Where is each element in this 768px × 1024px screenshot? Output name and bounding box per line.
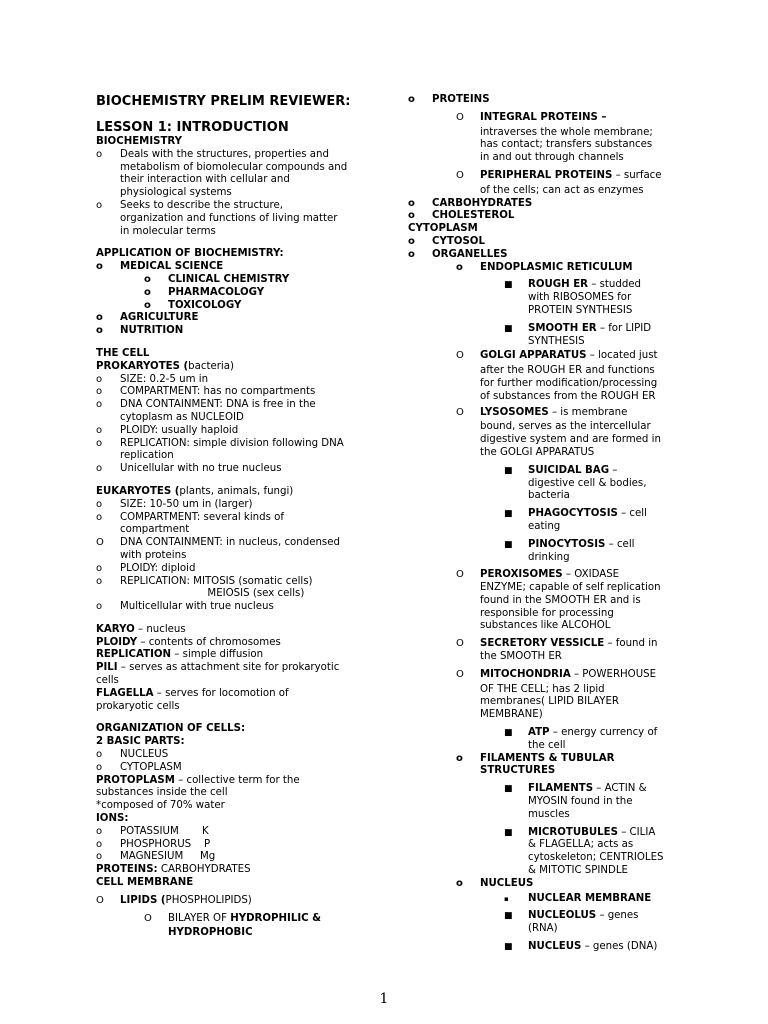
list-item: o CARBOHYDRATES: [408, 197, 533, 209]
bullet-icon: o: [456, 752, 463, 764]
bullet-icon: o: [96, 261, 103, 273]
list-item: o PHARMACOLOGY: [144, 286, 265, 298]
bullet-icon: o: [408, 248, 415, 260]
list-item: o COMPARTMENT: several kinds of compartment: [96, 511, 284, 536]
list-item: O GOLGI APPARATUS – located just after the ROUGH ER and functions for further modification/processing of substances from the ROUGH ER: [456, 350, 658, 402]
bullet-icon: o: [96, 399, 103, 411]
document-title: BIOCHEMISTRY PRELIM REVIEWER:: [96, 94, 351, 109]
bullet-icon: o: [96, 511, 103, 523]
list-item: O DNA CONTAINMENT: in nucleus, condensed with proteins: [96, 537, 340, 561]
definition: KARYO – nucleus: [96, 623, 186, 635]
list-item: ■ FILAMENTS – ACTIN & MYOSIN found in the muscles: [504, 783, 647, 820]
cytoplasm-heading: CYTOPLASM: [408, 223, 478, 235]
bullet-icon: O: [456, 406, 464, 418]
list-item: O LIPIDS (PHOSPHOLIPIDS): [96, 894, 252, 906]
definition: PILI – serves as attachment site for prokaryotic: [96, 662, 340, 674]
list-item: O PERIPHERAL PROTEINS – surface of the cells; can act as enzymes: [456, 169, 662, 196]
biochemistry-heading: BIOCHEMISTRY: [96, 136, 183, 147]
bullet-icon: o: [408, 235, 415, 247]
list-item: ■ PHAGOCYTOSIS – cell eating: [504, 508, 647, 532]
list-item: o ORGANELLES: [408, 248, 508, 260]
definition: PROTOPLASM – collective term for the: [96, 774, 300, 786]
list-item: ■ ATP – energy currency of the cell: [504, 727, 658, 751]
right-column: [408, 94, 678, 954]
bullet-icon: O: [144, 912, 152, 924]
bullet-icon: O: [456, 569, 464, 581]
list-item: o Unicellular with no true nucleus: [96, 463, 282, 475]
bullet-icon: o: [144, 273, 151, 285]
square-bullet-icon: ■: [504, 280, 513, 291]
list-item: ■ NUCLEUS – genes (DNA): [504, 941, 658, 953]
bullet-icon: o: [96, 749, 103, 761]
bullet-icon: o: [96, 148, 103, 160]
bullet-icon: o: [96, 325, 103, 337]
list-item: O PEROXISOMES – OXIDASE ENZYME; capable of self replication found in the SMOOTH ER and is responsible for processing substances like ALCOHOL: [456, 569, 661, 632]
bullet-icon: o: [144, 299, 151, 311]
square-bullet-icon: ■: [504, 911, 513, 922]
list-item: O MITOCHONDRIA – POWERHOUSE OF THE CELL; has 2 lipid membranes( LIPID BILAYER MEMBRANE): [456, 668, 657, 721]
bullet-icon: o: [96, 575, 103, 587]
definition: PROTEINS: CARBOHYDRATES: [96, 864, 251, 876]
square-bullet-icon: ■: [504, 465, 513, 476]
bullet-icon: o: [96, 562, 103, 574]
definition: PLOIDY – contents of chromosomes: [96, 636, 281, 648]
list-item: o CHOLESTEROL: [408, 210, 515, 222]
list-item: o PLOIDY: usually haploid: [96, 424, 239, 436]
list-item: ■ SUICIDAL BAG – digestive cell & bodies, bacteria: [504, 464, 647, 502]
list-item: o FILAMENTS & TUBULAR STRUCTURES: [456, 752, 615, 777]
list-item: o PROTEINS: [408, 94, 490, 105]
list-item: O SECRETORY VESSICLE – found in the SMOOTH ER: [456, 638, 658, 663]
bullet-icon: O: [456, 350, 464, 362]
definition: FLAGELLA – serves for locomotion of: [96, 687, 289, 699]
list-item: o CYTOSOL: [408, 235, 485, 247]
bullet-icon: o: [96, 437, 103, 449]
list-item: o Deals with the structures, properties and metabolism of biomolecular compounds and their interaction with cellular and physiological systems: [96, 148, 348, 199]
list-item: o MEDICAL SCIENCE: [96, 261, 224, 273]
bullet-icon: o: [96, 386, 103, 398]
bullet-icon: O: [456, 169, 464, 181]
bullet-icon: O: [456, 668, 464, 680]
list-item: o NUCLEUS: [96, 749, 169, 761]
list-item: o AGRICULTURE: [96, 312, 199, 324]
bullet-icon: o: [96, 312, 103, 324]
bullet-icon: o: [96, 601, 103, 613]
list-item: o SIZE: 0.2-5 um in: [96, 373, 209, 385]
bullet-icon: O: [96, 894, 104, 906]
bullet-icon: o: [96, 424, 103, 436]
definition: REPLICATION – simple diffusion: [96, 649, 264, 661]
list-item: O INTEGRAL PROTEINS – intraverses the whole membrane; has contact; transfers substances in and out through channels: [456, 111, 653, 164]
bullet-icon: o: [96, 463, 103, 475]
list-item: o CYTOPLASM: [96, 761, 182, 773]
list-item: o ENDOPLASMIC RETICULUM: [456, 261, 633, 273]
list-item: o NUTRITION: [96, 325, 184, 337]
square-bullet-icon: ■: [504, 942, 513, 953]
basic-parts-heading: 2 BASIC PARTS:: [96, 736, 185, 748]
cell-membrane-heading: CELL MEMBRANE: [96, 877, 194, 889]
bullet-icon: O: [96, 537, 104, 549]
list-item: o REPLICATION: MITOSIS (somatic cells) MEIOSIS (sex cells): [96, 575, 313, 600]
organization-heading: ORGANIZATION OF CELLS:: [96, 723, 246, 735]
square-bullet-icon: ■: [504, 728, 513, 739]
square-bullet-icon: ■: [504, 539, 513, 550]
list-item: o TOXICOLOGY: [144, 299, 242, 311]
eukaryotes-heading: EUKARYOTES (plants, animals, fungi): [96, 485, 294, 497]
cell-heading: THE CELL: [96, 347, 150, 359]
bullet-icon: o: [96, 498, 103, 510]
application-heading: APPLICATION OF BIOCHEMISTRY:: [96, 248, 284, 260]
lesson-title: LESSON 1: INTRODUCTION: [96, 120, 289, 135]
square-bullet-icon: ■: [504, 784, 513, 795]
square-bullet-icon: ■: [504, 827, 513, 838]
list-item: o DNA CONTAINMENT: DNA is free in the cytoplasm as NUCLEOID: [96, 399, 316, 423]
list-item: ■ ROUGH ER – studded with RIBOSOMES for PROTEIN SYNTHESIS: [504, 279, 642, 316]
bullet-icon: o: [96, 761, 103, 773]
list-item: ■ SMOOTH ER – for LIPID SYNTHESIS: [504, 322, 652, 347]
list-item: o PHOSPHORUS P: [96, 838, 211, 850]
page-number: 1: [379, 991, 389, 1007]
bullet-icon: o: [456, 877, 463, 889]
bullet-icon: o: [96, 851, 103, 863]
list-item: ▪ NUCLEAR MEMBRANE: [504, 892, 652, 904]
list-item: o NUCLEUS: [456, 877, 534, 889]
bullet-icon: o: [408, 210, 415, 222]
water-note: *composed of 70% water: [96, 800, 225, 812]
list-item: ■ NUCLEOLUS – genes (RNA): [504, 910, 639, 935]
list-item: o PLOIDY: diploid: [96, 562, 196, 574]
bullet-icon: o: [456, 261, 463, 273]
list-item: o POTASSIUM K: [96, 825, 209, 837]
list-item: o SIZE: 10-50 um in (larger): [96, 498, 253, 510]
bullet-icon: o: [96, 199, 103, 211]
square-bullet-icon: ■: [504, 323, 513, 334]
list-item: o Seeks to describe the structure, organization and functions of living matter in molecular terms: [96, 199, 338, 237]
bullet-icon: o: [144, 286, 151, 298]
list-item: o REPLICATION: simple division following DNA replication: [96, 437, 344, 462]
prokaryotes-heading: PROKARYOTES (bacteria): [96, 360, 234, 372]
small-square-bullet-icon: ▪: [504, 894, 509, 903]
list-item: O LYSOSOMES – is membrane bound, serves as the intercellular digestive system and are formed in the GOLGI APPARATUS: [456, 406, 661, 458]
list-item: ■ PINOCYTOSIS – cell drinking: [504, 538, 635, 563]
list-item: o MAGNESIUM Mg: [96, 851, 216, 863]
left-column: BIOCHEMISTRY PRELIM REVIEWER: LESSON 1: INTRODUCTION BIOCHEMISTRY o Deals with the structures, properties and metabolism of biomolecular compounds and their interaction with cellular and physiological systems o Seeks to describe the structure, organization and functions of living matter in molecular terms APPLICATION OF BIOCHEMISTRY: o MEDICAL SCIENCE o CLINICAL CHEMISTRY o PHARMACOLOGY o TOXICOLOGY o AGRICULTURE o NUTRITION THE CELL PROKARYOTES (bacteria) o SIZE: 0.2-5 um in o COMPARTMENT: has no compartments o DNA CONTAINMENT: DNA is free in the cytoplasm as NUCLEOID o PLOIDY: usually haploid o REPLICATION: simple division following DNA replication o Unicellular with no true nucleus EUKARYOTES (plants, animals, fungi) o SIZE: 10-50 um in (larger) o COMPARTMENT: several kinds of compartment O DNA CONTAINMENT: in nucleus, condensed with proteins o PLOIDY: diploid o REPLICATION: MITOSIS (somatic cells) MEIOSIS (sex cells) o Multicellular with true nucleus KARYO – nucleus PLOIDY – contents of chromosomes REPLICATION – simple diffusion PILI – serves as attachment site for prokaryotic cells FLAGELLA – serves for locomotion of prokaryotic cells ORGANIZATION OF CELLS: 2 BASIC PARTS: o NUCLEUS o CYTOPLASM PROTOPLASM – collective term for the substances inside the cell *composed of 70% water IONS: o POTASSIUM K o PHOSPHORUS P o MAGNESIUM Mg PROTEINS: CARBOHYDRATES CELL MEMBRANE O LIPIDS (PHOSPHOLIPIDS) O BILAYER OF HYDROPHILIC & HYDROPHOBIC: [96, 94, 364, 940]
list-item: ■ MICROTUBULES – CILIA & FLAGELLA; acts as cytoskeleton; CENTRIOLES & MITOTIC SPINDLE: [504, 826, 664, 877]
list-item: o CLINICAL CHEMISTRY: [144, 273, 290, 285]
square-bullet-icon: ■: [504, 509, 513, 520]
bullet-icon: o: [96, 825, 103, 837]
list-item: o Multicellular with true nucleus: [96, 601, 274, 613]
list-item: o COMPARTMENT: has no compartments: [96, 386, 316, 398]
list-item: O BILAYER OF HYDROPHILIC & HYDROPHOBIC: [144, 912, 322, 939]
bullet-icon: o: [408, 197, 415, 209]
bullet-icon: o: [408, 94, 415, 105]
ions-heading: IONS:: [96, 813, 129, 825]
bullet-icon: o: [96, 838, 103, 850]
bullet-icon: O: [456, 111, 464, 123]
bullet-icon: O: [456, 638, 464, 650]
bullet-icon: o: [96, 373, 103, 385]
